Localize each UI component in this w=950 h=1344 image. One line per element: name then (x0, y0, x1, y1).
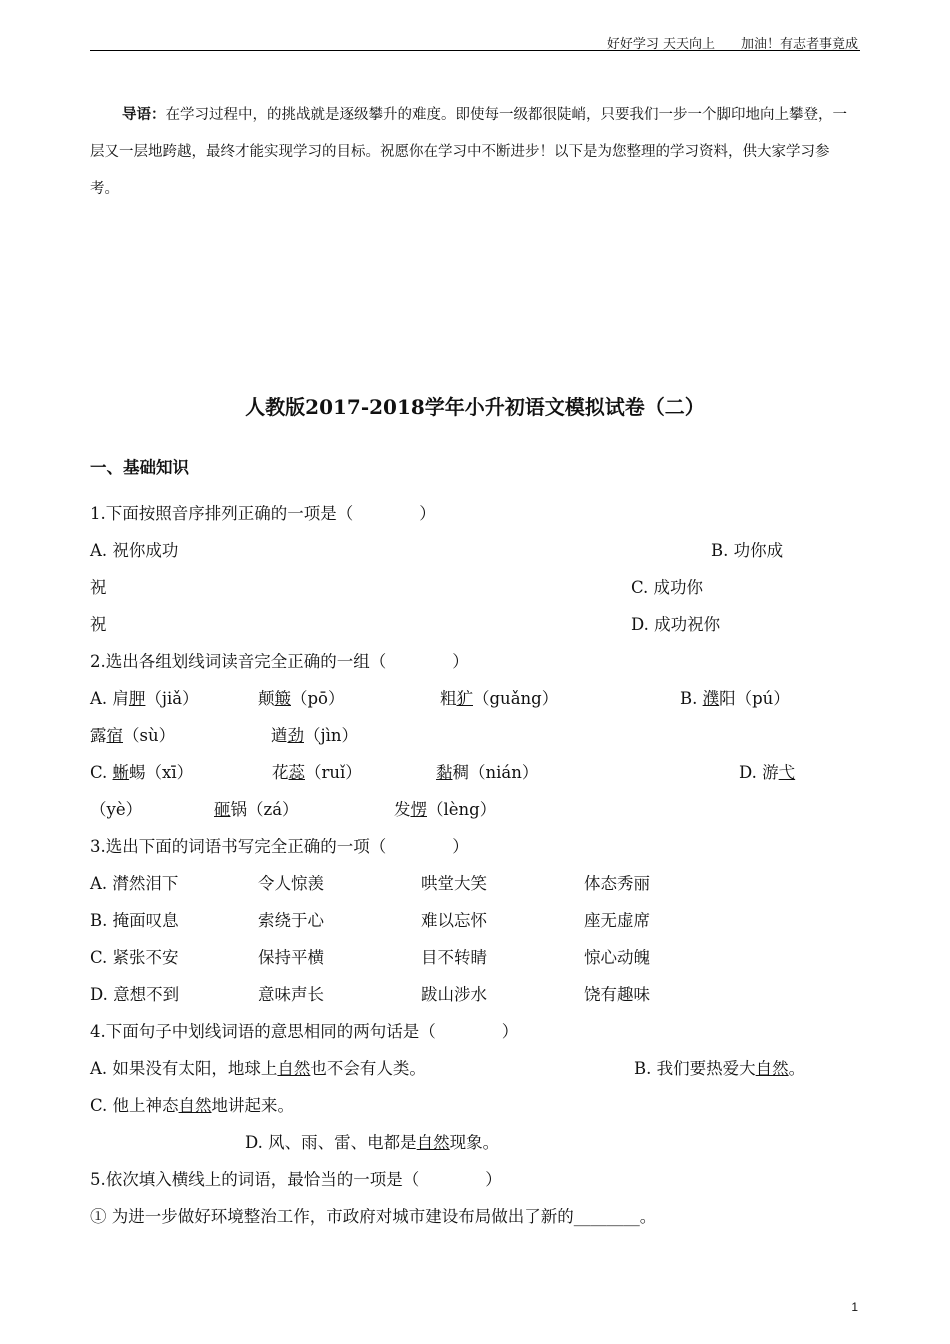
q4-d-post: 现象。 (449, 1133, 500, 1152)
q2-b2-pre: 露 (90, 726, 107, 745)
q2-d-word-2 (214, 796, 299, 820)
q2-c2-underlined: 蕊 (288, 763, 305, 782)
q2-d3-pre: 发 (394, 800, 411, 819)
header-right-text: 加油！有志者事竟成 (740, 37, 858, 52)
q2-a2-post: （pō） (291, 689, 345, 708)
page-number: 1 (851, 1300, 858, 1314)
q4-b-underlined: 自然 (755, 1059, 789, 1078)
q2-b1-pre: B. (680, 689, 703, 708)
q4-a-post: 也不会有人类。 (310, 1059, 426, 1078)
q2-c-word-3 (436, 759, 538, 783)
q4-c-pre: C. 他上神态 (90, 1096, 179, 1115)
q2-b-word-3 (271, 722, 358, 746)
q2-d3-underlined: 愣 (410, 800, 427, 819)
q2-c1-pre: C. (90, 763, 113, 782)
q2-d-word-1 (739, 759, 795, 783)
q3-row-c-col-1: C. 紧张不安 (90, 948, 179, 967)
q4-d-pre: D. 风、雨、雷、电都是 (245, 1133, 417, 1152)
q2-a1-underlined: 胛 (128, 689, 146, 708)
q4-option-a (90, 1055, 426, 1079)
q3-row-c-col-4: 惊心动魄 (584, 948, 650, 967)
q2-b-word-1 (680, 685, 790, 709)
q4-c-post: 地讲起来。 (211, 1096, 295, 1115)
q2-c-word-2 (272, 759, 362, 783)
q2-b-word-2 (90, 722, 175, 746)
header-left-text: 好好学习 天天向上 (606, 37, 715, 52)
q2-a2-pre: 颠 (258, 689, 275, 708)
q1-option-d: D. 成功祝你 (631, 615, 721, 634)
q2-a2-underlined: 簸 (274, 689, 291, 708)
q2-c2-pre: 花 (272, 763, 289, 782)
q3-row-a-col-4: 体态秀丽 (584, 874, 650, 893)
q4-a-underlined: 自然 (277, 1059, 311, 1078)
q3-row-b-col-3: 难以忘怀 (421, 911, 487, 930)
q3-stem: 3.选出下面的词语书写完全正确的一项（ ） (90, 837, 469, 856)
intro-text: 在学习过程中，的挑战就是逐级攀升的难度。即使每一级都很陡峭，只要我们一步一个脚印地向上攀登，一层又一层地跨越，最终才能实现学习的目标。祝愿你在学习中不断进步！以下是为您整理的学习资料，供大家学习参考。 (90, 107, 847, 197)
q3-row-b-col-1: B. 掩面叹息 (90, 911, 179, 930)
q4-stem: 4.下面句子中划线词语的意思相同的两句话是（ ） (90, 1022, 519, 1041)
intro-label: 导语： (122, 106, 166, 123)
q1-option-c: C. 成功你 (631, 578, 704, 597)
q4-c-underlined: 自然 (178, 1096, 212, 1115)
q2-d1-continuation: （yè） (90, 800, 143, 819)
q4-option-d (245, 1129, 499, 1153)
q3-row-c-col-2: 保持平横 (258, 948, 324, 967)
q3-row-b-col-4: 座无虚席 (584, 911, 650, 930)
header-rule (90, 50, 860, 51)
q3-row-c-col-3: 目不转睛 (421, 948, 487, 967)
q3-row-d-col-3: 跋山涉水 (421, 985, 487, 1004)
q2-d3-post: （lèng） (427, 800, 497, 819)
q2-c3-post: 稠（nián） (452, 763, 539, 782)
q3-row-b-col-2: 索绕于心 (258, 911, 324, 930)
q4-option-b (634, 1055, 805, 1079)
q3-row-d-col-4: 饶有趣味 (584, 985, 650, 1004)
q2-a3-pre: 粗 (440, 689, 457, 708)
q3-row-d-col-2: 意味声长 (258, 985, 324, 1004)
q2-a3-underlined: 犷 (456, 689, 473, 708)
q1-option-b: B. 功你成 (711, 541, 784, 560)
intro-paragraph (90, 96, 858, 208)
section-heading: 一、基础知识 (90, 458, 189, 477)
q2-c1-post: 蜴（xī） (129, 763, 194, 782)
q2-d1-pre: D. 游 (739, 763, 779, 782)
q2-c1-underlined: 蜥 (112, 763, 130, 782)
q2-b3-pre: 遒 (271, 726, 288, 745)
q2-c2-post: （ruǐ） (305, 763, 362, 782)
q3-row-a-col-1: A. 潸然泪下 (90, 874, 179, 893)
q2-d2-post: 锅（zá） (230, 800, 299, 819)
q2-b1-underlined: 濮 (702, 689, 720, 708)
q1-option-c-cont: 祝 (90, 615, 107, 634)
q2-c3-underlined: 黏 (436, 763, 453, 782)
q2-b2-underlined: 宿 (106, 726, 123, 745)
q1-stem: 1.下面按照音序排列正确的一项是（ ） (90, 504, 436, 523)
exam-title: 人教版2017-2018学年小升初语文模拟试卷（二） (245, 395, 705, 419)
q1-option-a: A. 祝你成功 (90, 541, 179, 560)
q5-sentence-1: ① 为进一步做好环境整治工作，市政府对城市建设布局做出了新的________。 (90, 1207, 657, 1226)
q2-c-word-1 (90, 759, 193, 783)
q4-d-underlined: 自然 (416, 1133, 450, 1152)
q3-row-a-col-3: 哄堂大笑 (421, 874, 487, 893)
q2-b3-post: （jìn） (304, 726, 359, 745)
q2-a-word-1 (90, 685, 199, 709)
q4-b-pre: B. 我们要热爱大 (634, 1059, 756, 1078)
q2-a3-post: （guǎng） (473, 689, 559, 708)
q2-b3-underlined: 劲 (287, 726, 304, 745)
q2-a1-post: （jiǎ） (145, 689, 199, 708)
q5-stem: 5.依次填入横线上的词语，最恰当的一项是（ ） (90, 1170, 502, 1189)
q2-d1-underlined: 弋 (778, 763, 796, 782)
q1-option-b-cont: 祝 (90, 578, 107, 597)
q3-row-d-col-1: D. 意想不到 (90, 985, 180, 1004)
q4-option-c (90, 1092, 294, 1116)
q4-b-post: 。 (788, 1059, 806, 1078)
q2-d2-underlined: 砸 (214, 800, 231, 819)
q4-a-pre: A. 如果没有太阳，地球上 (90, 1059, 278, 1078)
q2-a-word-3 (440, 685, 558, 709)
q2-b2-post: （sù） (123, 726, 176, 745)
q2-a1-pre: A. 肩 (90, 689, 129, 708)
q2-a-word-2 (258, 685, 345, 709)
q3-row-a-col-2: 令人惊羡 (258, 874, 324, 893)
q2-b1-post: 阳（pú） (719, 689, 790, 708)
q2-stem: 2.选出各组划线词读音完全正确的一组（ ） (90, 652, 469, 671)
q2-d-word-3 (394, 796, 496, 820)
